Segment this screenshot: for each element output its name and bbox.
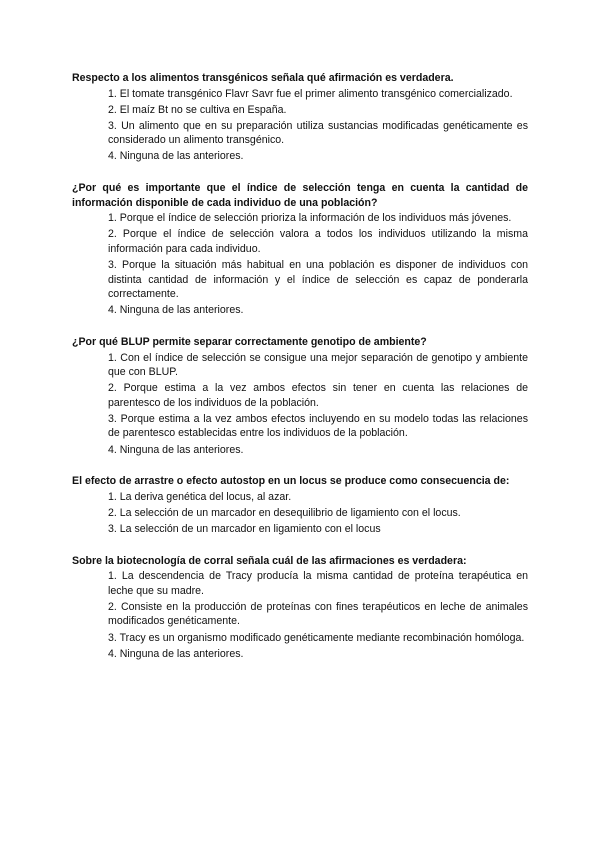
option-item: 4. Ninguna de las anteriores. [108,443,244,456]
option-item: 4. Ninguna de las anteriores. [108,647,244,660]
option-item: 1. Porque el índice de selección prioriza la información de los individuos más jóvenes. [108,212,512,225]
option-item: 1. La descendencia de Tracy producía la misma cantidad de proteína terapéutica en leche que su madre. [108,570,528,597]
question-5 [72,554,528,662]
question-title: El efecto de arrastre o efecto autostop en un locus se produce como consecuencia de: [72,475,510,488]
option-item: 2. La selección de un marcador en desequilibrio de ligamiento con el locus. [108,506,461,519]
option-item: 3. Un alimento que en su preparación utiliza sustancias modificadas genéticamente es considerado un alimento transgénico. [108,119,528,147]
option-item: 3. La selección de un marcador en ligamiento con el locus [108,522,381,535]
option-list [72,490,528,537]
option-item: 3. Porque la situación más habitual en una población es disponer de individuos con distinta cantidad de información y el índice de selección es capaz de ponderarla correctamente. [108,259,528,301]
question-3 [72,335,528,457]
option-item: 1. La deriva genética del locus, al azar. [108,490,292,503]
option-item: 1. El tomate transgénico Flavr Savr fue el primer alimento transgénico comercializado. [108,87,513,100]
document-page [72,71,528,678]
option-item: 2. Porque el índice de selección valora a todos los individuos utilizando la misma información para cada individuo. [108,228,528,255]
option-item: 2. El maíz Bt no se cultiva en España. [108,103,287,116]
option-item: 4. Ninguna de las anteriores. [108,304,244,317]
option-item: 2. Porque estima a la vez ambos efectos sin tener en cuenta las relaciones de parentesco de los individuos de la población. [108,382,528,409]
question-4 [72,474,528,536]
option-item: 3. Porque estima a la vez ambos efectos incluyendo en su modelo todas las relaciones de parentesco establecidas entre los individuos de la población. [108,412,528,440]
question-title: ¿Por qué es importante que el índice de selección tenga en cuenta la cantidad de información disponible de cada individuo de una población? [72,182,528,209]
question-1 [72,71,528,164]
question-title: ¿Por qué BLUP permite separar correctamente genotipo de ambiente? [72,335,427,348]
option-item: 3. Tracy es un organismo modificado genéticamente mediante recombinación homóloga. [108,631,525,644]
option-item: 4. Ninguna de las anteriores. [108,150,244,163]
question-title: Respecto a los alimentos transgénicos señala qué afirmación es verdadera. [72,72,454,84]
option-item: 1. Con el índice de selección se consigue una mejor separación de genotipo y ambiente que con BLUP. [108,351,528,379]
question-title: Sobre la biotecnología de corral señala cuál de las afirmaciones es verdadera: [72,554,467,567]
question-2 [72,181,528,318]
option-list [72,211,528,318]
option-list [72,351,528,458]
option-list [72,569,528,661]
option-item: 2. Consiste en la producción de proteínas con fines terapéuticos en leche de animales modificados genéticamente. [108,600,528,628]
option-list [72,87,528,164]
